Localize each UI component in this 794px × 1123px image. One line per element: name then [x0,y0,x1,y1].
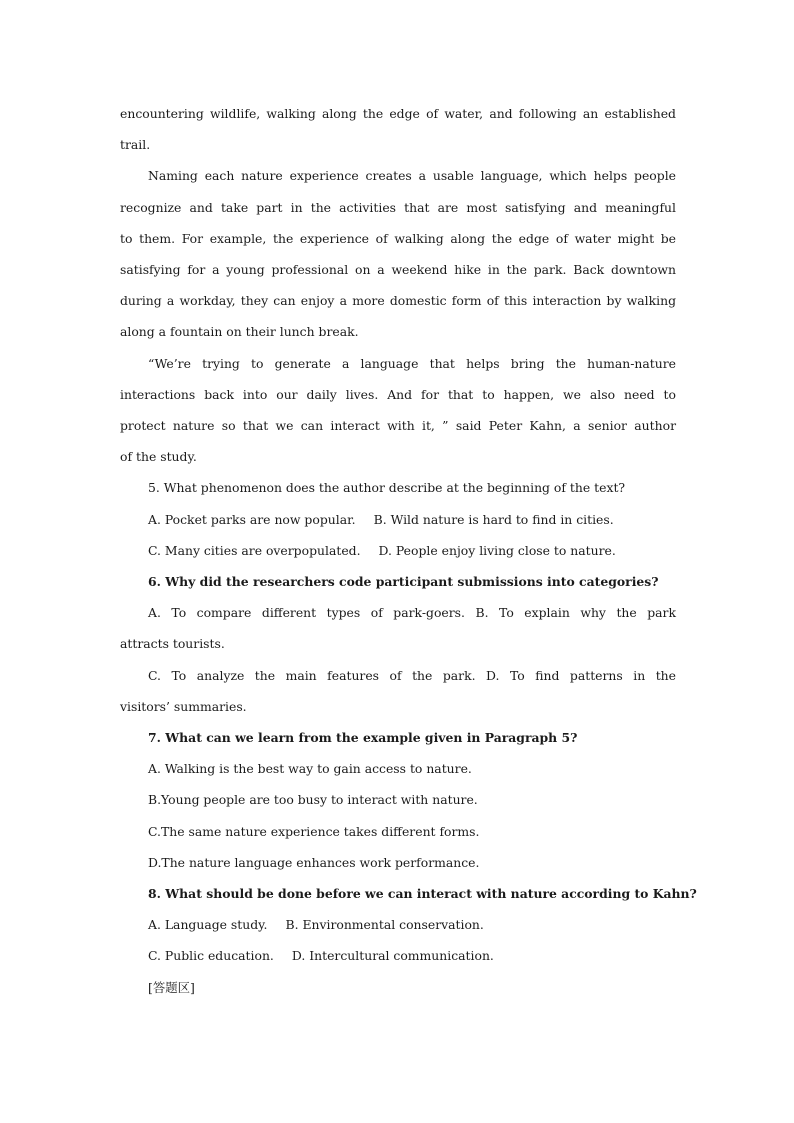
passage-line: satisfying for a young professional on a weekend hike in the park. Back downtown [120,262,676,278]
option-b: B. Wild nature is hard to find in cities. [373,511,614,527]
option-b-continued: attracts tourists. [120,636,225,652]
option-a: A. Walking is the best way to gain access to nature. [148,761,472,777]
option-c: C. Many cities are overpopulated. [148,542,361,558]
passage-line: interactions back into our daily lives. And for that to happen, we also need to [120,386,676,402]
question-6-stem: 6. Why did the researchers code participant submissions into categories? [148,574,659,590]
option-b: B. Environmental conservation. [285,917,484,933]
option-d: D.The nature language enhances work performance. [148,854,480,870]
option-c: C.The same nature experience takes different forms. [148,823,480,839]
question-8-stem: 8. What should be done before we can interact with nature according to Kahn? [148,886,697,902]
option-c: C. Public education. [148,948,274,964]
passage-line: trail. [120,137,151,153]
passage-line: Naming each nature experience creates a usable language, which helps people [148,168,676,184]
answer-area-label: [答题区] [148,979,195,995]
passage-line: protect nature so that we can interact with it, ” said Peter Kahn, a senior author [120,418,676,434]
option-b: B. To explain why the park [475,605,676,621]
option-d: D. To find patterns in the [486,667,676,683]
question-5-options-row-2 [120,535,676,566]
question-8-options-row-2 [120,940,676,971]
option-d: D. People enjoy living close to nature. [378,542,616,558]
option-a: A. To compare different types of park-goers. [148,605,465,621]
passage-line: of the study. [120,449,197,465]
option-d-continued: visitors’ summaries. [120,698,247,714]
option-c: C. To analyze the main features of the park. [148,667,476,683]
passage-line: “We’re trying to generate a language that helps bring the human-nature [148,355,676,371]
option-a: A. Pocket parks are now popular. [148,511,356,527]
passage-line: to them. For example, the experience of walking along the edge of water might be [120,230,676,246]
passage-line: encountering wildlife, walking along the edge of water, and following an established [120,106,676,121]
question-6-options-row-2 [120,660,676,691]
option-b: B.Young people are too busy to interact with nature. [148,792,478,808]
question-6-options-row-1 [120,597,676,628]
question-5-stem: 5. What phenomenon does the author describe at the beginning of the text? [148,480,626,496]
passage-line: during a workday, they can enjoy a more domestic form of this interaction by walking [120,293,676,309]
document-page [120,98,697,1003]
question-5-options-row-1 [120,504,676,535]
option-a: A. Language study. [148,917,268,933]
question-8-options-row-1 [120,909,676,940]
option-d: D. Intercultural communication. [291,948,494,964]
question-7-stem: 7. What can we learn from the example given in Paragraph 5? [148,730,578,746]
passage-line: recognize and take part in the activities that are most satisfying and meaningful [120,199,676,215]
passage-line: along a fountain on their lunch break. [120,324,359,340]
